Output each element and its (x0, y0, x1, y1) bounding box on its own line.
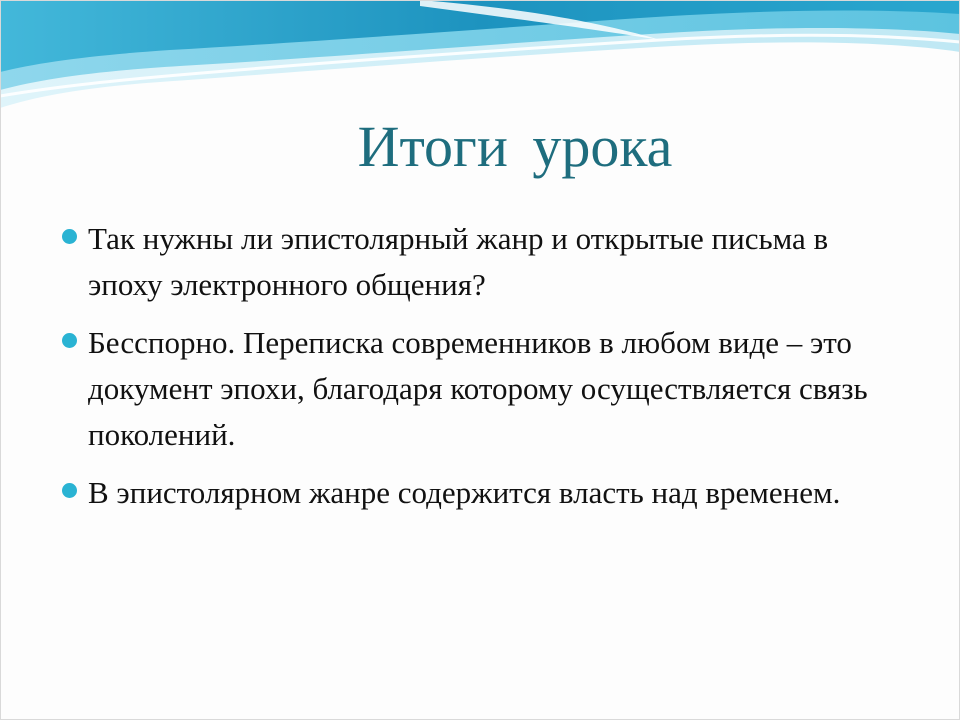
bullet-item (62, 470, 892, 516)
bullet-text: В эпистолярном жанре содержится власть над временем. (88, 475, 841, 510)
bullet-item (62, 320, 892, 458)
bullet-item (62, 216, 892, 308)
slide-title: Итоги урока (357, 114, 673, 179)
wave-decoration (0, 0, 960, 120)
bullet-dot-icon (62, 483, 77, 498)
bullet-list (62, 216, 892, 528)
bullet-dot-icon (62, 229, 77, 244)
bullet-text: Так нужны ли эпистолярный жанр и открытые письма в эпоху электронного общения? (88, 221, 829, 302)
bullet-dot-icon (62, 333, 77, 348)
bullet-text: Бесспорно. Переписка современников в любом виде – это документ эпохи, благодаря которому осуществляется связь поколений. (88, 325, 868, 452)
